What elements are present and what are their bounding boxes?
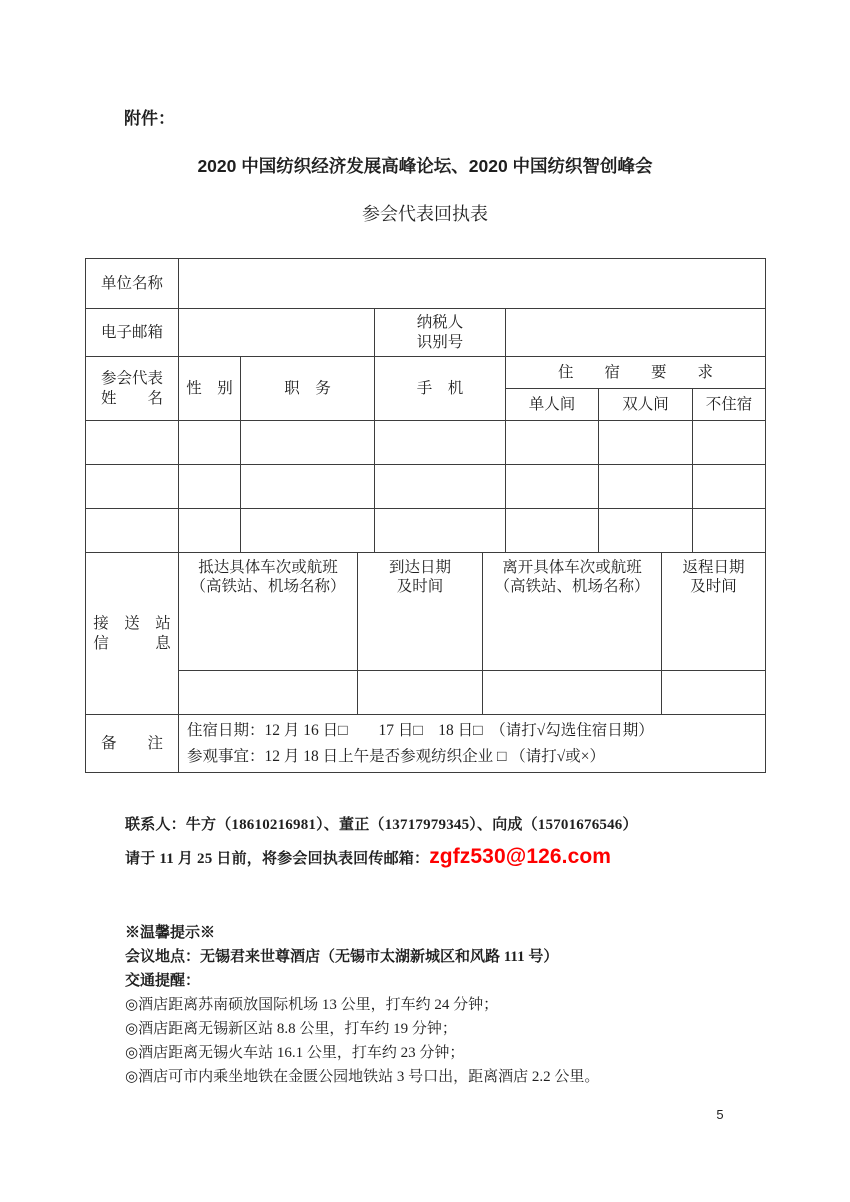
delegate-row3-gender-cell[interactable] bbox=[179, 509, 241, 553]
deadline-prefix: 请于 11 月 25 日前，将参会回执表回传邮箱： bbox=[125, 851, 430, 867]
departure-flight-header-line1: 离开具体车次或航班 bbox=[502, 559, 642, 576]
remarks-content-cell[interactable] bbox=[179, 715, 766, 773]
pickup-info-label bbox=[86, 553, 179, 715]
single-room-header: 单人间 bbox=[506, 389, 599, 421]
double-room-header: 双人间 bbox=[599, 389, 693, 421]
delegate-row3-mobile-cell[interactable] bbox=[375, 509, 506, 553]
arrival-flight-header-cell[interactable] bbox=[179, 553, 358, 671]
traffic-item-airport: ◎酒店距离苏南硕放国际机场 13 公里，打车约 24 分钟； bbox=[125, 997, 499, 1013]
email-value-cell[interactable] bbox=[179, 309, 375, 357]
accommodation-header: 住 宿 要 求 bbox=[506, 357, 766, 389]
delegate-row1-nostay-cell[interactable] bbox=[693, 421, 766, 465]
arrival-date-header-line1: 到达日期 bbox=[388, 559, 451, 576]
position-header: 职 务 bbox=[241, 357, 375, 421]
delegate-row2-single-cell[interactable] bbox=[506, 465, 599, 509]
arrival-date-header-cell[interactable] bbox=[358, 553, 483, 671]
delegate-row2-mobile-cell[interactable] bbox=[375, 465, 506, 509]
attachment-label: 附件： bbox=[124, 109, 175, 128]
document-subtitle: 参会代表回执表 bbox=[362, 204, 488, 224]
no-stay-header: 不住宿 bbox=[693, 389, 766, 421]
registration-form-table bbox=[85, 258, 765, 773]
delegate-row2-position-cell[interactable] bbox=[241, 465, 375, 509]
notice-block bbox=[125, 921, 745, 1089]
email-label: 电子邮箱 bbox=[86, 309, 179, 357]
pickup-row2-departure-flight-cell[interactable] bbox=[483, 671, 662, 715]
delegate-name-header bbox=[86, 357, 179, 421]
taxpayer-id-label-line1: 纳税人 bbox=[416, 314, 464, 332]
taxpayer-id-label-line2: 识别号 bbox=[416, 333, 464, 351]
delegate-row3-name-cell[interactable] bbox=[86, 509, 179, 553]
notice-header: ※温馨提示※ bbox=[125, 925, 216, 941]
reply-email-address[interactable]: zgfz530@126.com bbox=[429, 845, 612, 868]
pickup-row2-return-date-cell[interactable] bbox=[662, 671, 766, 715]
delegate-row1-gender-cell[interactable] bbox=[179, 421, 241, 465]
delegate-row1-mobile-cell[interactable] bbox=[375, 421, 506, 465]
venue-line: 会议地点：无锡君来世尊酒店（无锡市太湖新城区和风路 111 号） bbox=[125, 949, 559, 965]
delegate-row3-single-cell[interactable] bbox=[506, 509, 599, 553]
delegate-row3-double-cell[interactable] bbox=[599, 509, 693, 553]
arrival-flight-header-line2: （高铁站、机场名称） bbox=[190, 578, 346, 596]
pickup-info-label-line2: 信 息 bbox=[93, 634, 171, 652]
gender-header: 性 别 bbox=[179, 357, 241, 421]
document-title: 2020 中国纺织经济发展高峰论坛、2020 中国纺织智创峰会 bbox=[197, 156, 653, 176]
taxpayer-id-label bbox=[375, 309, 506, 357]
traffic-item-new-district-station: ◎酒店距离无锡新区站 8.8 公里，打车约 19 分钟； bbox=[125, 1021, 457, 1037]
table-section-delegates bbox=[85, 356, 766, 553]
contacts-line: 联系人：牛方（18610216981）、董正（13717979345）、向成（15701676546） bbox=[125, 817, 638, 833]
table-section-remarks bbox=[85, 714, 766, 773]
return-date-header-line1: 返程日期 bbox=[682, 559, 745, 576]
unit-name-value-cell[interactable] bbox=[179, 259, 766, 309]
table-section-pickup bbox=[85, 552, 766, 715]
arrival-flight-header-line1: 抵达具体车次或航班 bbox=[198, 559, 338, 576]
arrival-date-header-line2: 及时间 bbox=[396, 578, 444, 596]
return-date-header-line2: 及时间 bbox=[690, 578, 737, 596]
pickup-info-label-line1: 接 送 站 bbox=[93, 615, 171, 633]
table-section-identity bbox=[85, 258, 766, 357]
delegate-row1-single-cell[interactable] bbox=[506, 421, 599, 465]
taxpayer-id-value-cell[interactable] bbox=[506, 309, 766, 357]
delegate-name-header-line1: 参会代表 bbox=[100, 370, 163, 388]
departure-flight-header-line2: （高铁站、机场名称） bbox=[494, 578, 650, 596]
pickup-row2-arrival-flight-cell[interactable] bbox=[179, 671, 358, 715]
delegate-row3-nostay-cell[interactable] bbox=[693, 509, 766, 553]
unit-name-label: 单位名称 bbox=[86, 259, 179, 309]
mobile-header: 手 机 bbox=[375, 357, 506, 421]
delegate-row3-position-cell[interactable] bbox=[241, 509, 375, 553]
delegate-row1-position-cell[interactable] bbox=[241, 421, 375, 465]
remarks-label: 备 注 bbox=[86, 715, 179, 773]
delegate-row2-gender-cell[interactable] bbox=[179, 465, 241, 509]
page-number: 5 bbox=[716, 1107, 724, 1122]
delegate-row2-nostay-cell[interactable] bbox=[693, 465, 766, 509]
delegate-row2-name-cell[interactable] bbox=[86, 465, 179, 509]
traffic-item-railway-station: ◎酒店距离无锡火车站 16.1 公里，打车约 23 分钟； bbox=[125, 1045, 465, 1061]
remarks-lodging-dates-line: 住宿日期：12 月 16 日□ 17 日□ 18 日□ （请打√勾选住宿日期） bbox=[187, 721, 654, 739]
return-date-header-cell[interactable] bbox=[662, 553, 766, 671]
remarks-visit-line: 参观事宜：12 月 18 日上午是否参观纺织企业 □ （请打√或×） bbox=[187, 747, 605, 765]
traffic-header: 交通提醒： bbox=[125, 973, 201, 989]
pickup-row2-arrival-date-cell[interactable] bbox=[358, 671, 483, 715]
traffic-item-metro: ◎酒店可市内乘坐地铁在金匮公园地铁站 3 号口出，距离酒店 2.2 公里。 bbox=[125, 1069, 600, 1085]
departure-flight-header-cell[interactable] bbox=[483, 553, 662, 671]
delegate-row1-name-cell[interactable] bbox=[86, 421, 179, 465]
delegate-row2-double-cell[interactable] bbox=[599, 465, 693, 509]
delegate-row1-double-cell[interactable] bbox=[599, 421, 693, 465]
deadline-line bbox=[125, 845, 611, 869]
delegate-name-header-line2: 姓 名 bbox=[100, 389, 163, 407]
